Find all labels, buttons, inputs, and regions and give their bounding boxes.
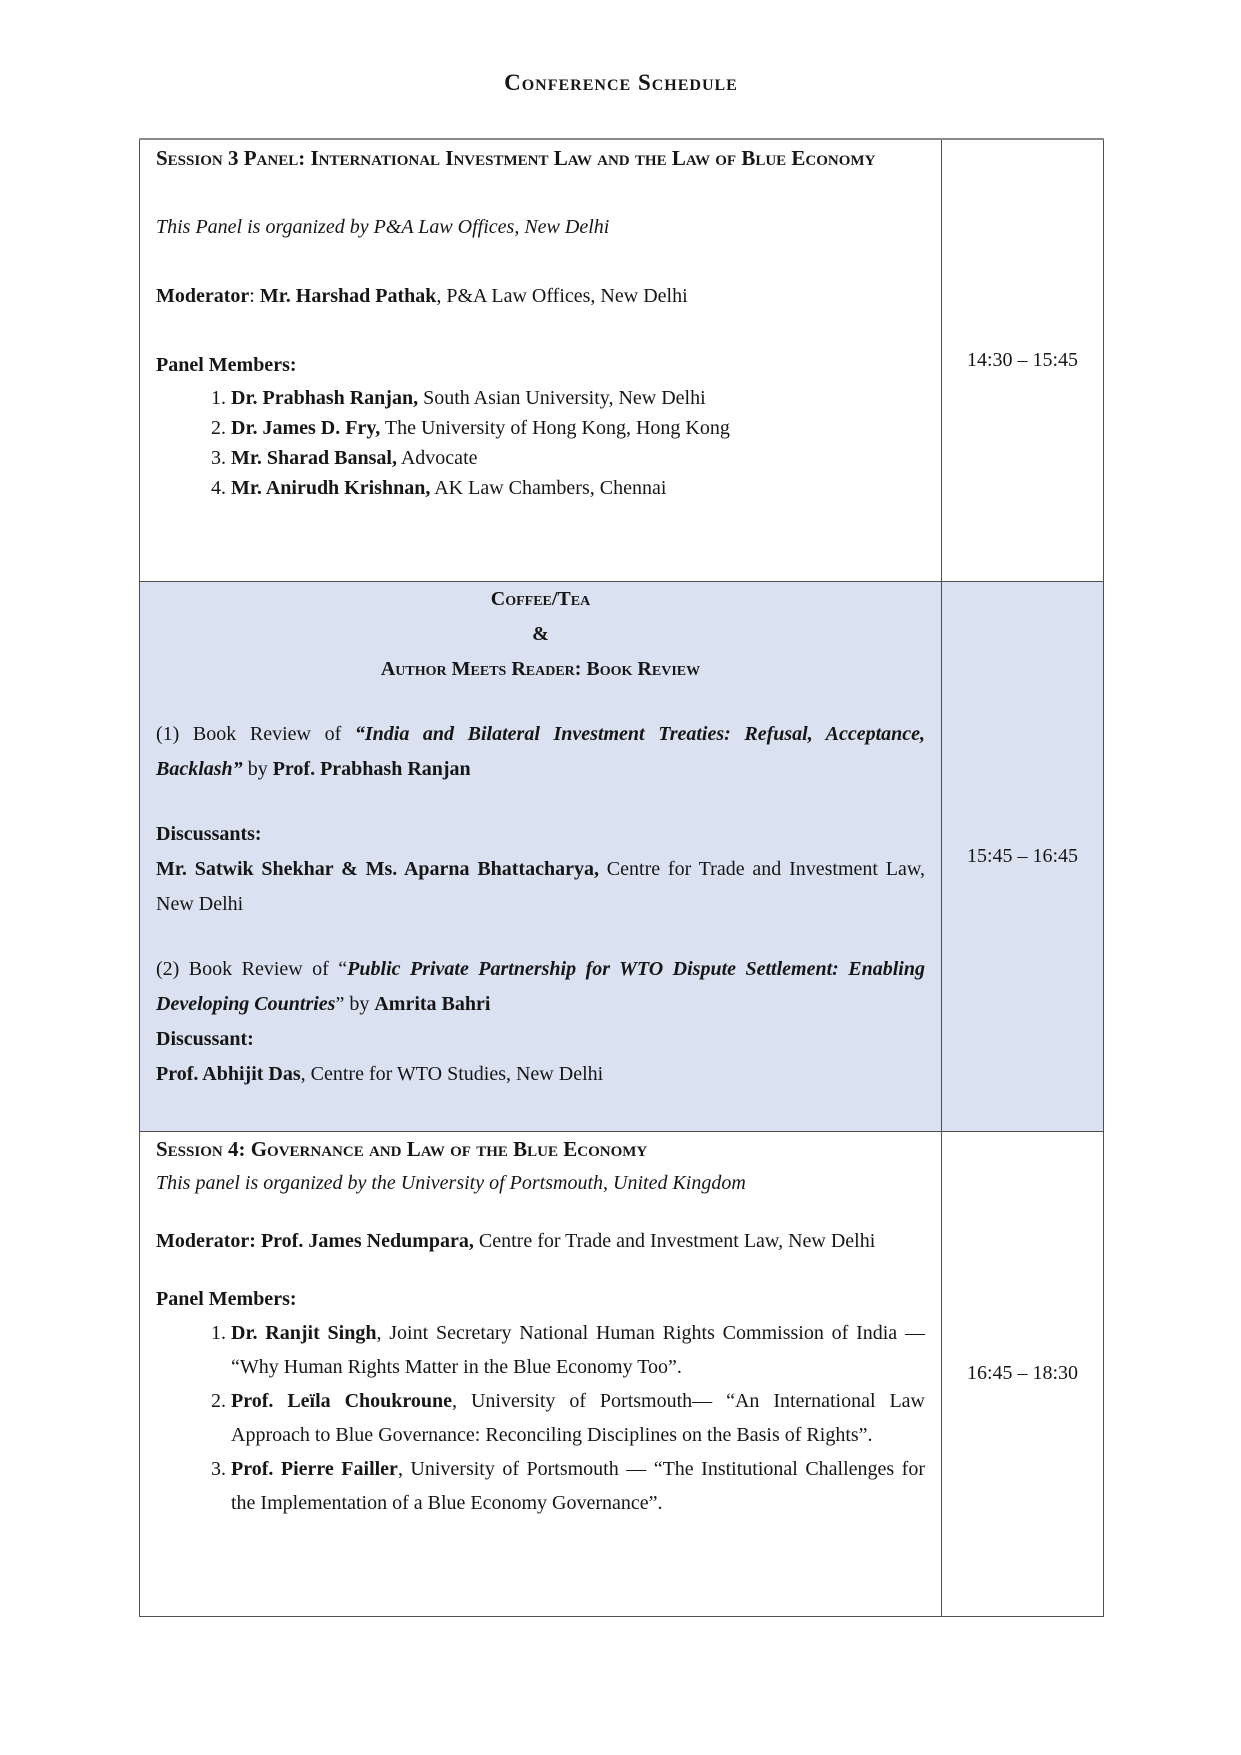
session4-time-cell: [942, 1131, 1104, 1616]
session3-panel-members-label: Panel Members:: [156, 354, 297, 376]
session3-moderator: Moderator: Mr. Harshad Pathak, P&A Law Offices, New Delhi: [156, 285, 688, 307]
panel-member-item: 4. Mr. Anirudh Krishnan, AK Law Chambers, Chennai: [231, 473, 925, 503]
break-discussants: Mr. Satwik Shekhar & Ms. Aparna Bhattacharya, Centre for Trade and Investment Law, New Delhi: [156, 857, 925, 915]
panel-member-item: 2. Prof. Leïla Choukroune, University of Portsmouth— “An International Law Approach to Blue Governance: Reconciling Disciplines on the Basis of Rights”.: [231, 1384, 925, 1452]
session4-panel-members-label: Panel Members:: [156, 1287, 297, 1310]
session4-row: [140, 1131, 1104, 1616]
session4-panel-members-list: [156, 1316, 925, 1520]
break-book-review-1: (1) Book Review of “India and Bilateral Investment Treaties: Refusal, Acceptance, Backlash” by Prof. Prabhash Ranjan: [156, 722, 926, 780]
panel-member-item: 2. Dr. James D. Fry, The University of Hong Kong, Hong Kong: [231, 413, 925, 443]
session3-time-range: 14:30 – 15:45: [966, 348, 1079, 371]
session3-organizer-note: This Panel is organized by P&A Law Offices, New Delhi: [156, 216, 610, 238]
session4-time-range: 16:45 – 18:30: [966, 1362, 1079, 1384]
break-book-review-2: (2) Book Review of “Public Private Partnership for WTO Dispute Settlement: Enabling Developing Countries” by Amrita Bahri: [156, 957, 925, 1015]
session4-heading: Session 4: Governance and Law of the Blue Economy: [156, 1136, 648, 1161]
session3-row: [140, 139, 1104, 581]
break-discussant: Prof. Abhijit Das, Centre for WTO Studies, New Delhi: [156, 1062, 604, 1085]
schedule-table-body: [140, 139, 1104, 1616]
break-row: [140, 581, 1104, 1131]
schedule-table: [139, 138, 1104, 1617]
session3-panel-members-list: [156, 383, 925, 503]
break-ampersand: &: [532, 622, 549, 645]
page-title: Conference Schedule: [504, 70, 738, 95]
break-content-cell: [140, 581, 942, 1131]
session4-content-cell: [140, 1131, 942, 1616]
break-discussant-label: Discussant:: [156, 1027, 254, 1050]
session3-content-cell: [140, 139, 942, 581]
panel-member-item: 1. Dr. Ranjit Singh, Joint Secretary National Human Rights Commission of India — “Why Human Rights Matter in the Blue Economy Too”.: [231, 1316, 925, 1384]
panel-member-item: 1. Dr. Prabhash Ranjan, South Asian University, New Delhi: [231, 383, 925, 413]
break-author-meets-reader-heading: Author Meets Reader: Book Review: [380, 657, 701, 680]
panel-member-item: 3. Mr. Sharad Bansal, Advocate: [231, 443, 925, 473]
session4-organizer-note: This panel is organized by the University of Portsmouth, United Kingdom: [156, 1171, 746, 1194]
session4-moderator: Moderator: Prof. James Nedumpara, Centre for Trade and Investment Law, New Delhi: [156, 1229, 876, 1252]
break-coffee-heading: Coffee/Tea: [490, 587, 591, 610]
session3-time-cell: [942, 139, 1104, 581]
break-discussants-label: Discussants:: [156, 822, 262, 845]
session3-heading: Session 3 Panel: International Investment Law and the Law of Blue Economy: [156, 146, 876, 170]
break-time-cell: [942, 581, 1104, 1131]
break-time-range: 15:45 – 16:45: [966, 844, 1079, 867]
panel-member-item: 3. Prof. Pierre Failler, University of Portsmouth — “The Institutional Challenges for the Implementation of a Blue Economy Governance”.: [231, 1452, 925, 1520]
